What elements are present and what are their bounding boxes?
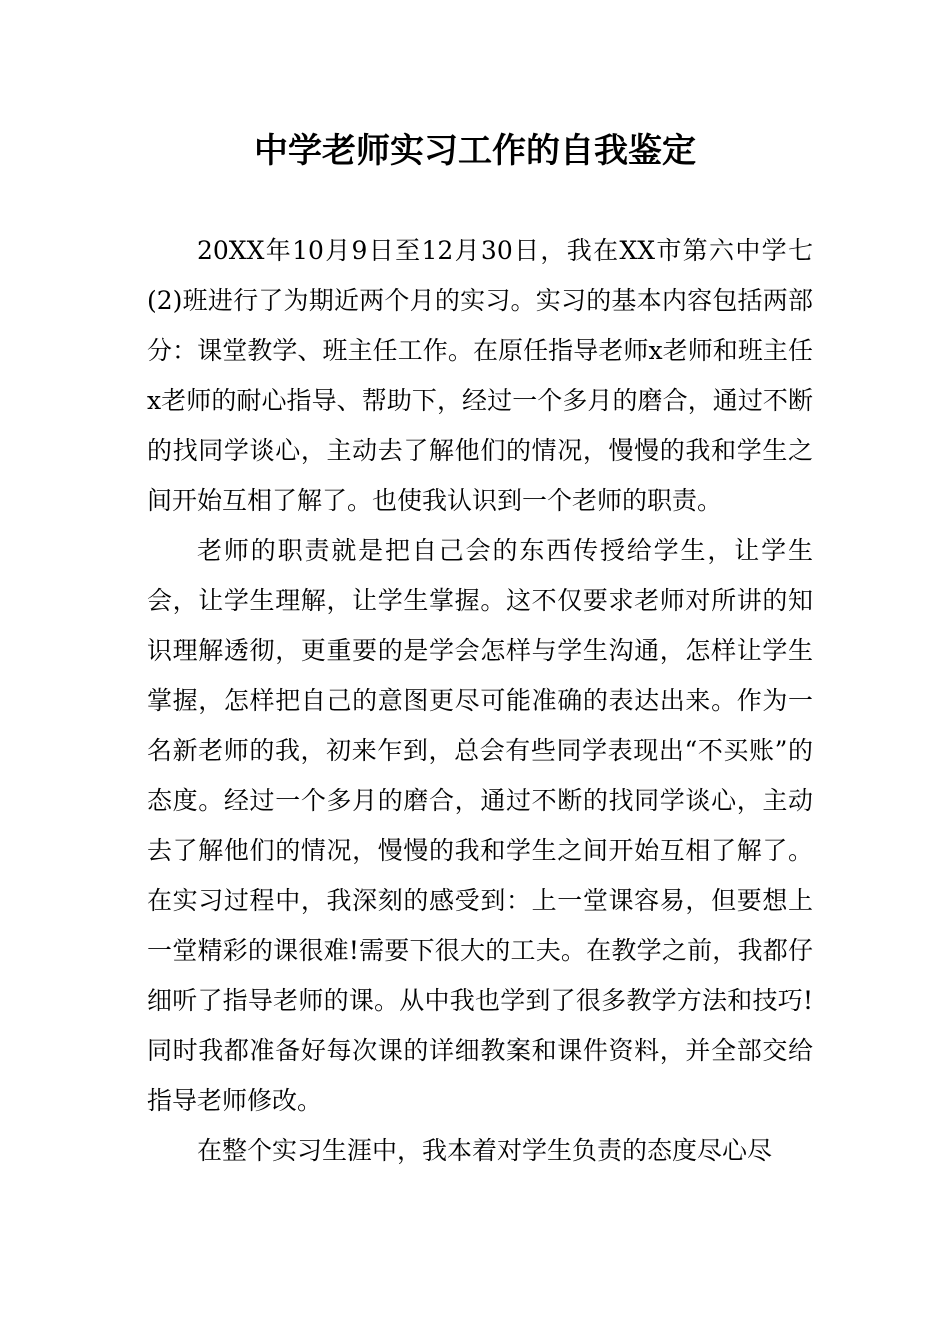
paragraph-2: 老师的职责就是把自己会的东西传授给学生，让学生会，让学生理解，让学生掌握。这不仅要求老师对所讲的知识理解透彻，更重要的是学会怎样与学生沟通，怎样让学生掌握，怎样把自己的意图更尽可能准确的表达出来。作为一名新老师的我，初来乍到，总会有些同学表现出“不买账”的态度。经过一个多月的磨合，通过不断的找同学谈心，主动去了解他们的情况，慢慢的我和学生之间开始互相了解了。在实习过程中，我深刻的感受到：上一堂课容易，但要想上一堂精彩的课很难!需要下很大的工夫。在教学之前，我都仔细听了指导老师的课。从中我也学到了很多教学方法和技巧!同时我都准备好每次课的详细教案和课件资料，并全部交给指导老师修改。 [147, 536, 813, 1115]
paragraph-3: 在整个实习生涯中，我本着对学生负责的态度尽心尽 [197, 1136, 773, 1165]
document-body [147, 226, 813, 1176]
document-title: 中学老师实习工作的自我鉴定 [254, 131, 696, 171]
paragraph-1: 20XX年10月9日至12月30日，我在XX市第六中学七(2)班进行了为期近两个月的实习。实习的基本内容包括两部分：课堂教学、班主任工作。在原任指导老师x老师和班主任x老师的耐心指导、帮助下，经过一个多月的磨合，通过不断的找同学谈心，主动去了解他们的情况，慢慢的我和学生之间开始互相了解了。也使我认识到一个老师的职责。 [147, 236, 813, 515]
